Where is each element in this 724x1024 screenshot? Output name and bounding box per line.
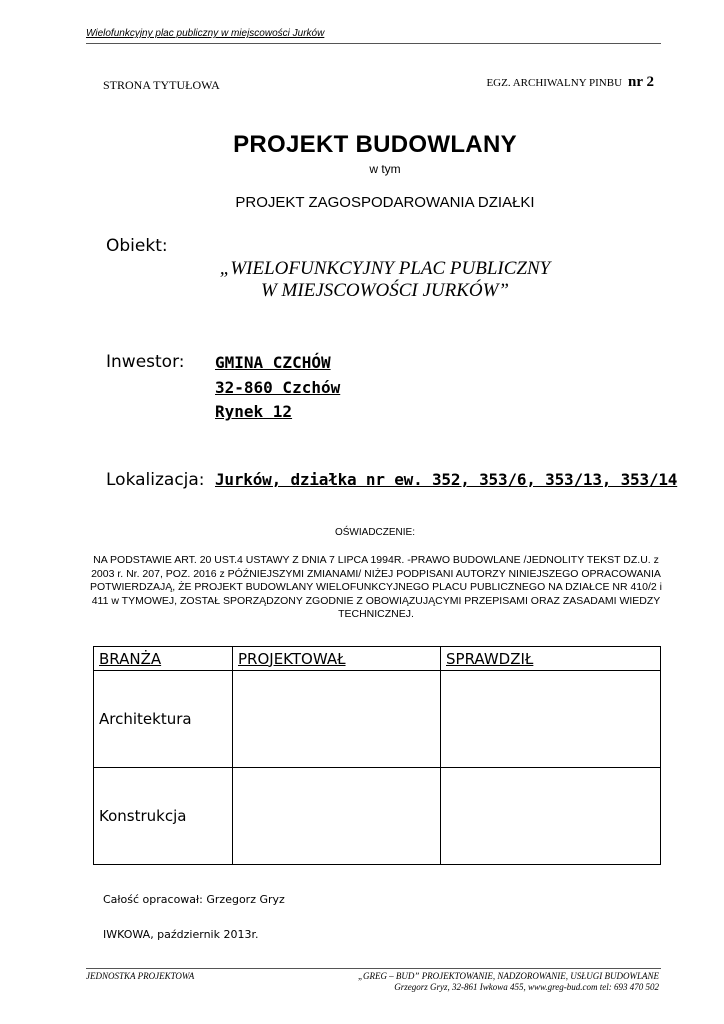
document-subtitle: PROJEKT ZAGOSPODAROWANIA DZIAŁKI: [235, 194, 535, 211]
footer-left: JEDNOSTKA PROJEKTOWA: [86, 971, 195, 981]
inwestor-street: Rynek 12: [215, 402, 293, 421]
cell-branza: Konstrukcja: [94, 768, 233, 865]
col-header-sprawdzil: SPRAWDZIŁ: [441, 647, 661, 671]
table-header-row: [94, 647, 661, 671]
inwestor-city: 32-860 Czchów: [215, 378, 341, 397]
oswiadczenie-title: OŚWIADCZENIE:: [334, 527, 415, 538]
oswiadczenie-text: NA PODSTAWIE ART. 20 UST.4 USTAWY Z DNIA 7 LIPCA 1994R. -PRAWO BUDOWLANE /JEDNOLITY TEKST DZ.U. z 2003 r. Nr. 207, POZ. 2016 z PÓŹNIEJSZYMI ZMIANAMI/ NIŻEJ PODPISANI AUTORZY NINIEJSZEGO OPRACOWANIA POTWIERDZAJĄ, ŻE PROJEKT BUDOWLANY WIELOFUNKCYJNEGO PLACU PUBLICZNEGO NA DZIAŁCE NR 410/2 i 411 w TYMOWEJ, ZOSTAŁ SPORZĄDZONY ZGODNIE Z OBOWIĄZUJĄCYMI PRZEPISAMI ORAZ ZASADAMI WIEDZY TECHNICZNEJ.: [90, 554, 662, 620]
cell-branza: Architektura: [94, 671, 233, 768]
copy-nr: nr 2: [628, 74, 654, 90]
footer-divider: [86, 968, 661, 969]
running-header: Wielofunkcyjny plac publiczny w miejscowości Jurków: [86, 28, 325, 39]
cell-sprawdzil: [441, 768, 661, 865]
place-date: IWKOWA, październik 2013r.: [103, 928, 259, 941]
cell-projektowal: [233, 768, 441, 865]
col-header-projektowal: PROJEKTOWAŁ: [233, 647, 441, 671]
cell-sprawdzil: [441, 671, 661, 768]
signature-table: [93, 646, 661, 865]
footer-company: „GREG – BUD” PROJEKTOWANIE, NADZOROWANIE, USŁUGI BUDOWLANE: [357, 971, 659, 981]
copy-label: EGZ. ARCHIWALNY PINBU: [486, 77, 623, 89]
footer-contact: Grzegorz Gryz, 32-861 Iwkowa 455, www.greg-bud.com tel: 693 470 502: [394, 982, 659, 992]
inwestor-label: Inwestor:: [106, 352, 185, 372]
col-header-branza: BRANŻA: [94, 647, 233, 671]
inwestor-name: GMINA CZCHÓW: [215, 353, 331, 372]
cell-projektowal: [233, 671, 441, 768]
page-type-label: STRONA TYTUŁOWA: [103, 78, 220, 92]
copy-number: [486, 74, 654, 91]
obiekt-label: Obiekt:: [106, 236, 168, 256]
title-w-tym: w tym: [369, 162, 401, 176]
prepared-by: Całość opracował: Grzegorz Gryz: [103, 893, 285, 906]
obiekt-line-2: W MIEJSCOWOŚCI JURKÓW”: [260, 280, 509, 301]
table-row: [94, 671, 661, 768]
lokalizacja-value: Jurków, działka nr ew. 352, 353/6, 353/13, 353/14: [215, 470, 678, 489]
lokalizacja-label: Lokalizacja:: [106, 470, 205, 490]
table-row: [94, 768, 661, 865]
document-title: PROJEKT BUDOWLANY: [233, 131, 517, 158]
obiekt-line-1: „WIELOFUNKCYJNY PLAC PUBLICZNY: [219, 258, 551, 279]
header-divider: [86, 43, 661, 44]
obiekt-name: [160, 258, 610, 302]
